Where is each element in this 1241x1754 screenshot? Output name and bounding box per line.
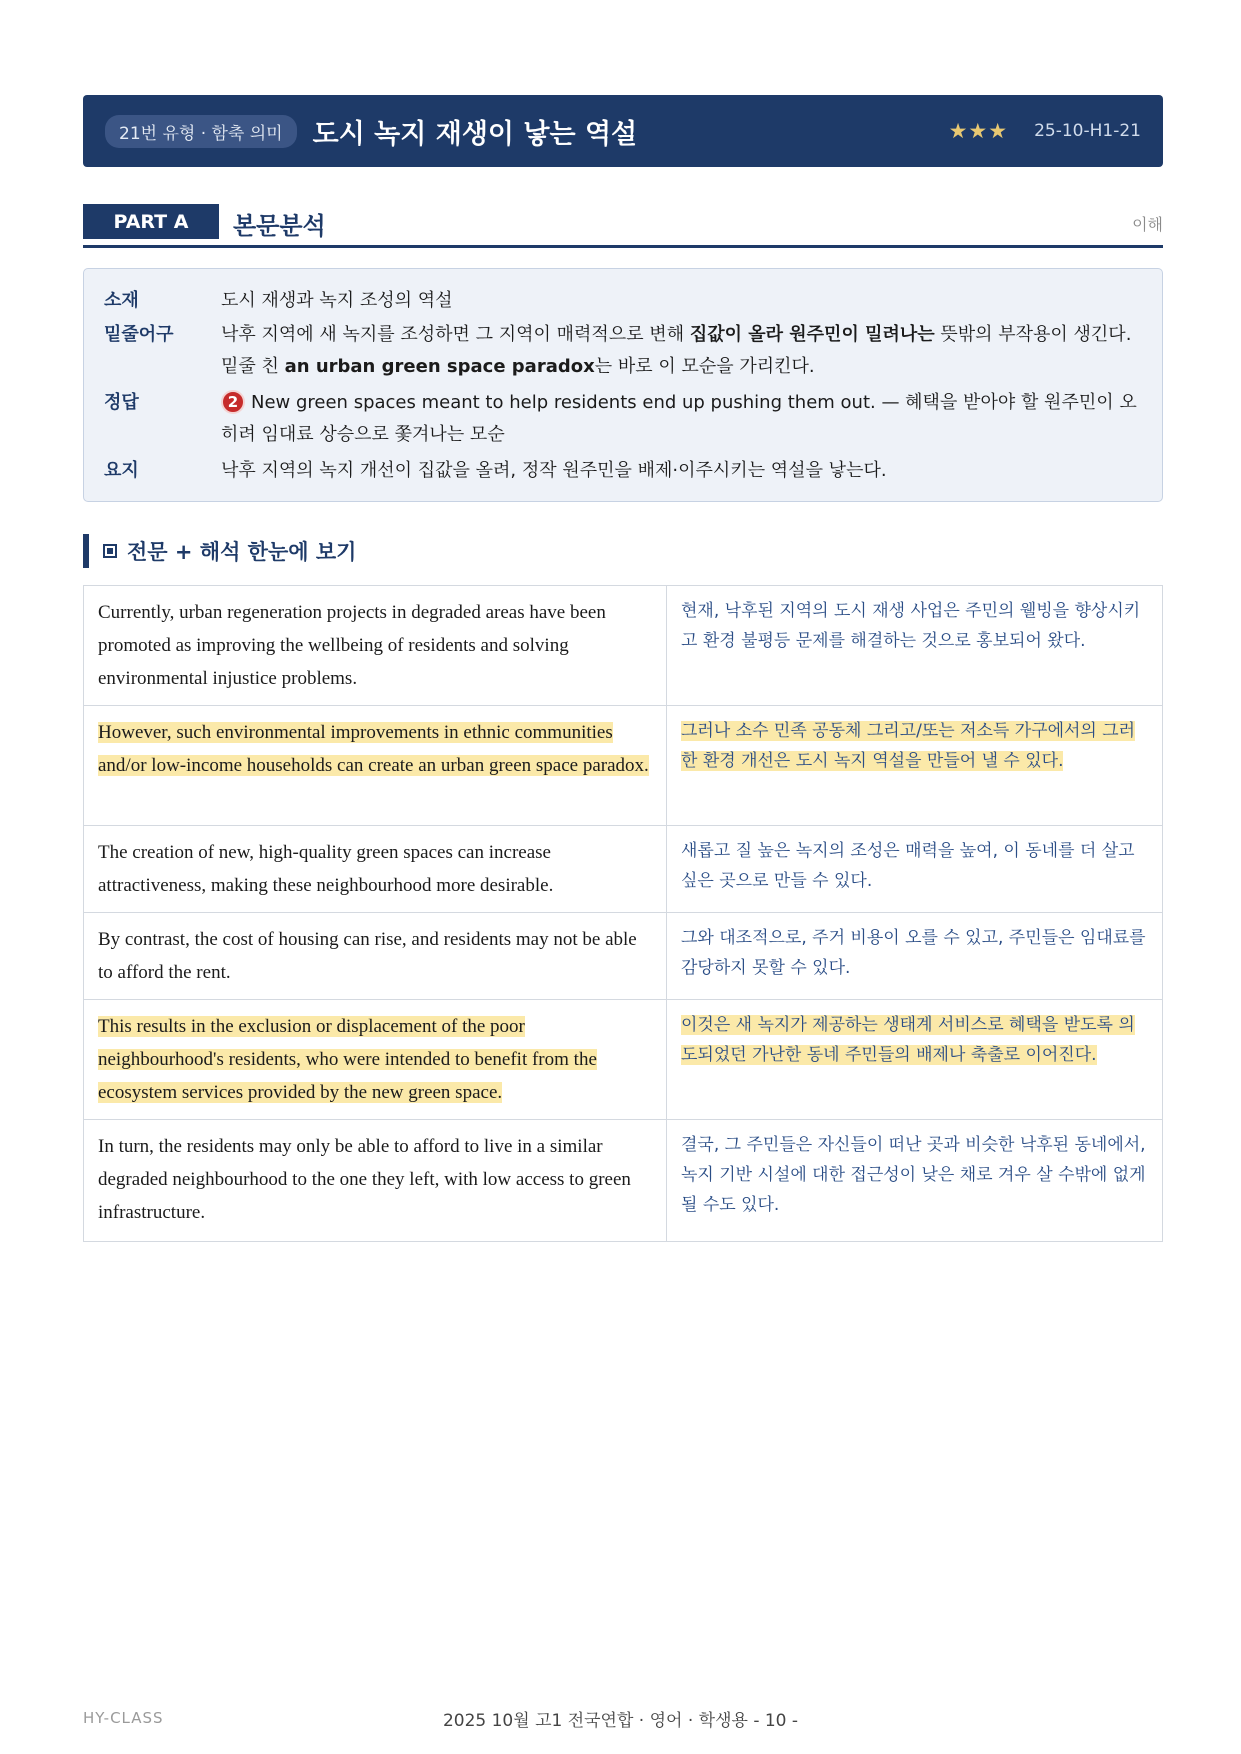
phrase-bold: an urban green space paradox (284, 356, 595, 377)
table-row (84, 913, 1162, 1000)
english-sentence: In turn, the residents may only be able to afford to live in a similar degraded neighbourhood to the one they left, with low access to green infrastructure. (84, 1120, 667, 1241)
english-sentence: The creation of new, high-quality green spaces can increase attractiveness, making these neighbourhood more desirable. (84, 826, 667, 912)
table-row (84, 706, 1162, 826)
footer-page-info: 2025 10월 고1 전국연합 · 영어 · 학생용 - 10 - (442, 1711, 799, 1731)
phrase-text: 는 바로 이 모순을 가리킨다. (594, 356, 815, 377)
phrase-text: 뜻밖의 부작용이 생긴다. 밑줄 친 (221, 324, 1132, 377)
korean-translation: 결국, 그 주민들은 자신들이 떠난 곳과 비슷한 낙후된 동네에서, 녹지 기반 시설에 대한 접근성이 낮은 채로 겨우 살 수밖에 없게 될 수도 있다. (681, 1135, 1146, 1215)
part-heading (83, 204, 1163, 248)
page-title: 도시 녹지 재생이 낳는 역설 (312, 118, 638, 150)
header-bar (83, 95, 1163, 167)
difficulty-stars-icon: ★★★ (948, 119, 1009, 143)
part-label: PART A (83, 204, 219, 239)
summary-gist: 낙후 지역의 녹지 개선이 집값을 올려, 정작 원주민을 배제·이주시키는 역설을 낳는다. (221, 460, 887, 481)
table-row (84, 1120, 1162, 1241)
summary-phrase (221, 319, 1142, 383)
header-meta (949, 119, 1141, 143)
question-type-badge: 21번 유형 · 함축 의미 (105, 115, 297, 148)
summary-topic: 도시 재생과 녹지 조성의 역설 (221, 290, 453, 311)
part-tag: 이해 (1132, 215, 1163, 234)
korean-translation: 그와 대조적으로, 주거 비용이 오를 수 있고, 주민들은 임대료를 감당하지 못할 수 있다. (681, 928, 1146, 978)
footer-brand: HY-CLASS (83, 1709, 164, 1727)
answer-text: New green spaces meant to help residents end up pushing them out. — 혜택을 받아야 할 원주민이 오히려 임대료 상승으로 쫓겨나는 모순 (221, 392, 1137, 445)
summary-answer (221, 387, 1142, 451)
highlighted-text: 이것은 새 녹지가 제공하는 생태계 서비스로 혜택을 받도록 의도되었던 가난한 동네 주민들의 배제나 축출로 이어진다. (681, 1015, 1135, 1065)
summary-label: 소재 (104, 290, 139, 311)
phrase-text: 낙후 지역에 새 녹지를 조성하면 그 지역이 매력적으로 변해 (221, 324, 690, 345)
analysis-summary-box (83, 268, 1163, 502)
english-sentence: Currently, urban regeneration projects in degraded areas have been promoted as improving the wellbeing of residents and solving environmental injustice problems. (84, 586, 667, 705)
english-sentence (84, 1000, 667, 1119)
square-bullet-icon (103, 544, 117, 558)
english-sentence: By contrast, the cost of housing can rise, and residents may not be able to afford the rent. (84, 913, 667, 999)
summary-label: 요지 (104, 460, 139, 481)
translation-table (83, 585, 1163, 1242)
table-row (84, 1000, 1162, 1120)
english-sentence (84, 706, 667, 825)
question-code: 25-10-H1-21 (1034, 121, 1141, 141)
table-row (84, 826, 1162, 913)
part-title: 본문분석 (233, 212, 326, 240)
section-title (83, 534, 356, 568)
highlighted-text: 그러나 소수 민족 공동체 그리고/또는 저소득 가구에서의 그러한 환경 개선은 도시 녹지 역설을 만들어 낼 수 있다. (681, 721, 1136, 771)
korean-translation (667, 706, 1162, 825)
summary-label: 정답 (104, 392, 139, 413)
highlighted-text: However, such environmental improvements in ethnic communities and/or low-income households can create an urban green space paradox. (98, 722, 649, 776)
phrase-bold: 집값이 올라 원주민이 밀려나는 (689, 324, 935, 345)
answer-number-icon: 2 (221, 390, 245, 414)
summary-label: 밑줄어구 (104, 324, 174, 345)
korean-translation: 새롭고 질 높은 녹지의 조성은 매력을 높여, 이 동네를 더 살고 싶은 곳으로 만들 수 있다. (681, 841, 1135, 891)
highlighted-text: This results in the exclusion or displacement of the poor neighbourhood's residents, who were intended to benefit from the ecosystem services provided by the new green space. (98, 1016, 597, 1103)
section-title-text: 전문 + 해석 한눈에 보기 (127, 540, 357, 564)
korean-translation: 현재, 낙후된 지역의 도시 재생 사업은 주민의 웰빙을 향상시키고 환경 불평등 문제를 해결하는 것으로 홍보되어 왔다. (681, 601, 1141, 651)
table-row (84, 586, 1162, 706)
korean-translation (667, 1000, 1162, 1119)
